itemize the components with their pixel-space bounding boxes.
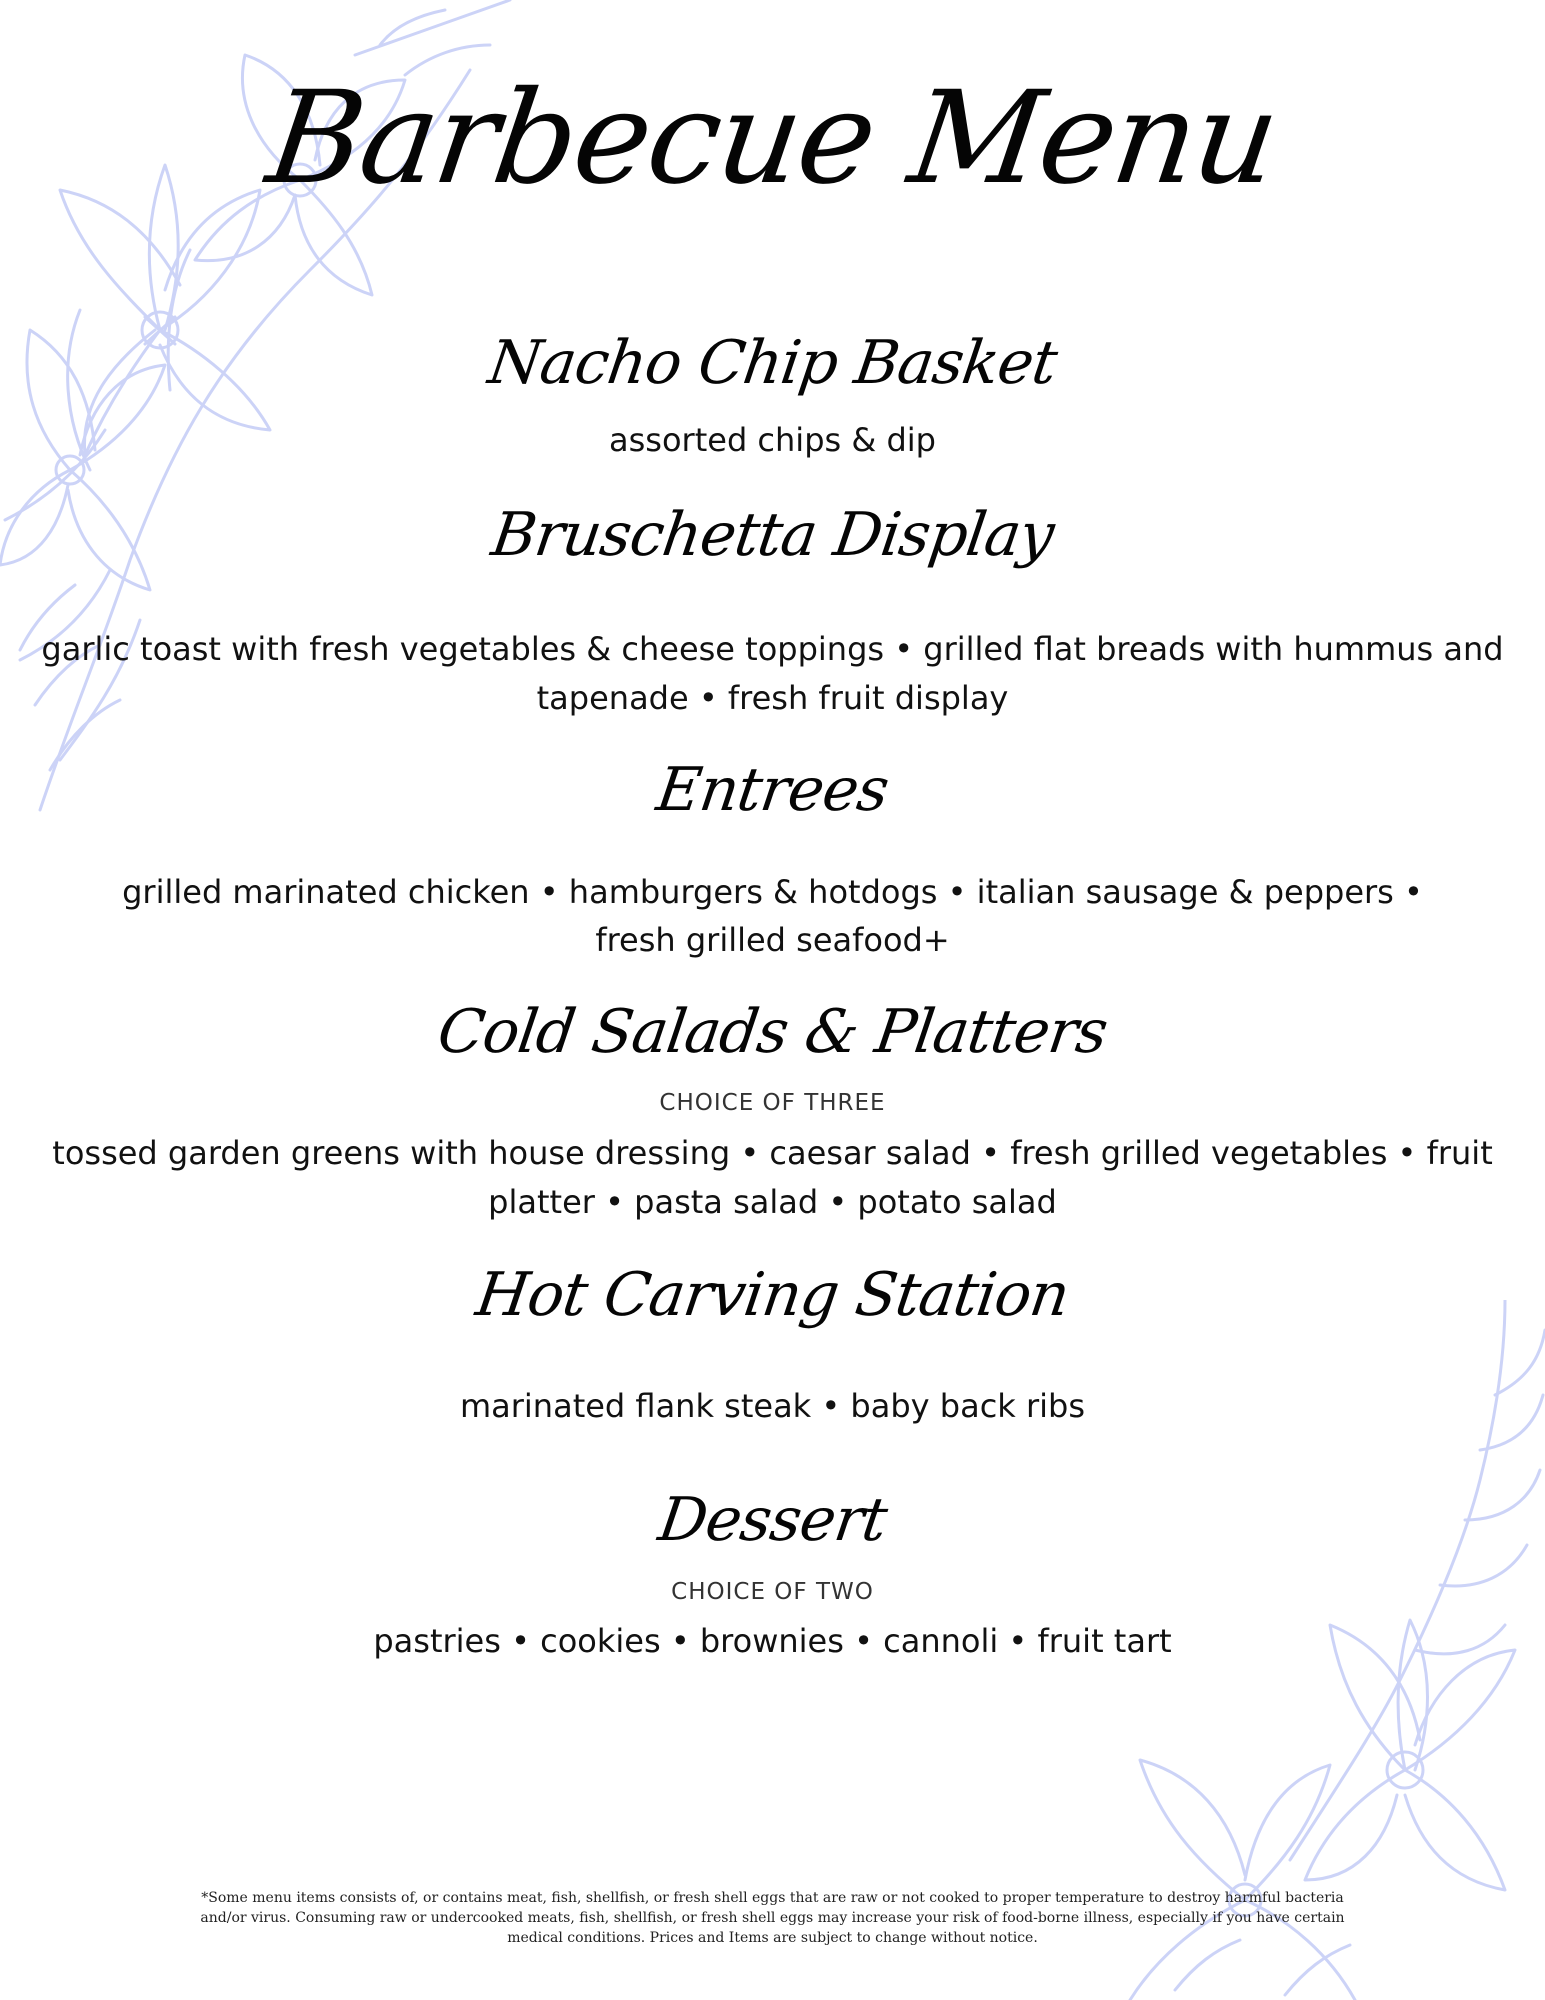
section-items-nacho-chip-basket: assorted chips & dip [609,421,936,459]
section-title-hot-carving-station: Hot Carving Station [471,1260,1074,1330]
section-items-bruschetta-display-line-1: garlic toast with fresh vegetables & cheese toppings • grilled flat breads with hummus and [41,630,1504,668]
section-items-entrees-line-1: grilled marinated chicken • hamburgers & hotdogs • italian sausage & peppers • [122,873,1423,911]
section-items-bruschetta-display-line-2: tapenade • fresh fruit display [536,679,1009,717]
section-items-cold-salads-platters-line-2: platter • pasta salad • potato salad [488,1183,1057,1221]
choice-label-cold-salads-platters: CHOICE OF THREE [659,1090,886,1116]
page-title: Barbecue Menu [259,64,1286,213]
section-title-entrees: Entrees [652,755,893,825]
section-items-cold-salads-platters-line-1: tossed garden greens with house dressing • caesar salad • fresh grilled vegetables • fruit [52,1134,1493,1172]
section-title-cold-salads-platters: Cold Salads & Platters [433,997,1112,1067]
section-items-dessert: pastries • cookies • brownies • cannoli • fruit tart [373,1622,1172,1660]
section-title-nacho-chip-basket: Nacho Chip Basket [484,328,1061,398]
footer-disclaimer: *Some menu items consists of, or contains meat, fish, shellfish, or fresh shell eggs that are raw or not cooked to proper temperature to destroy harmful bacteria and/or virus. Consuming raw or undercooked meats, fish, shellfish, or fresh shell eggs may increase your risk of food-borne illness, especially if you have certain medical conditions. Prices and Items are subject to change without notice. [200,1890,1345,1946]
section-title-bruschetta-display: Bruschetta Display [487,500,1058,570]
section-items-entrees-line-2: fresh grilled seafood+ [595,921,950,959]
section-title-dessert: Dessert [654,1485,891,1555]
section-items-hot-carving-station: marinated flank steak • baby back ribs [459,1387,1086,1425]
choice-label-dessert: CHOICE OF TWO [671,1579,874,1605]
